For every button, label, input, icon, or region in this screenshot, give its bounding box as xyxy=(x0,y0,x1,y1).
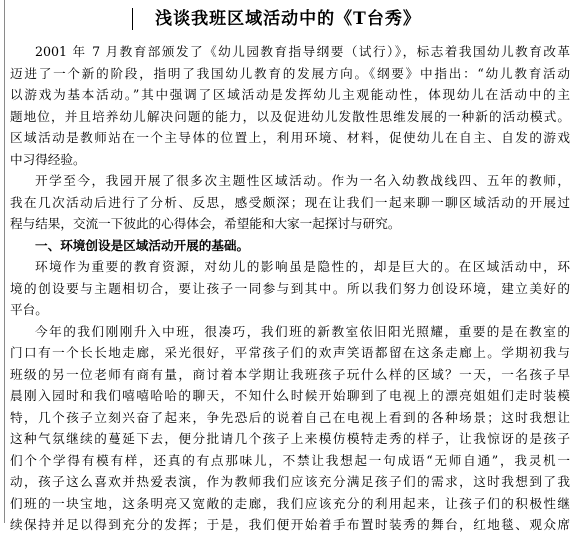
paragraph-line: 迈进了一个新的阶段，指明了我国幼儿教育的发展方向。《纲要》中指出：“幼儿教育活动 xyxy=(10,65,570,81)
paragraph-line: 班级的另一位老师有商有量，商讨着本学期让我班孩子玩什么样的区域？一天，一名孩子早 xyxy=(10,366,570,382)
paragraph-line: 门口有一个长长地走廊，采光很好，平常孩子们的欢声笑语都留在这条走廊上。学期初我与 xyxy=(10,345,570,360)
paragraph-line: 程与结果，交流一下彼此的心得体会，希望能和大家一起探讨与研究。 xyxy=(10,216,401,231)
document-title: 浅谈我班区域活动中的《T台秀》 xyxy=(155,9,421,29)
paragraph-line: 2001 年 7 月教育部颁发了《幼儿园教育指导纲要（试行）》，标志着我国幼儿教育改革 xyxy=(35,44,570,59)
paragraph-line: 这种气氛继续的蔓延下去，便分批请几个孩子上来模仿模特走秀的样子，让我惊讶的是孩子 xyxy=(10,431,570,446)
page-margin-rule xyxy=(4,0,5,523)
paragraph-line: 平台。 xyxy=(10,302,48,317)
paragraph-line: 中习得经验。 xyxy=(10,151,86,167)
paragraph-line: 以游戏为基本活动。”其中强调了区域活动是发挥幼儿主观能动性，体现幼儿在活动中的主 xyxy=(10,87,570,102)
document-body[interactable] xyxy=(10,41,570,536)
paragraph-line: 们个个学得有模有样，还真的有点那味儿，不禁让我想起一句成语“无师自通”，我灵机一 xyxy=(10,452,570,468)
paragraph-line: 续保持并足以得到充分的发挥；于是，我们便开始着手布置时装秀的舞台，红地毯、观众席 xyxy=(10,517,570,532)
paragraph-line: 今年的我们刚刚升入中班，很凑巧，我们班的新教室依旧阳光照耀，重要的是在教室的 xyxy=(35,323,570,339)
paragraph-line: 们班的一块宝地，这条明亮又宽敞的走廊，我们应该充分的利用起来，让孩子们的积极性继 xyxy=(10,495,570,511)
section-heading: 一、环境创设是区域活动开展的基础。 xyxy=(35,237,250,253)
paragraph-line: 环境作为重要的教育资源，对幼儿的影响虽是隐性的，却是巨大的。在区域活动中，环 xyxy=(35,259,570,274)
paragraph-line: 境的创设要与主题相切合，要让孩子一同参与到其中。所以我们努力创设环境，建立美好的 xyxy=(10,280,570,296)
paragraph-line: 我在几次活动后进行了分析、反思，感受颇深；现在让我们一起来聊一聊区域活动的开展过 xyxy=(10,194,570,210)
paragraph-line: 区域活动是教师站在一个主导体的位置上，利用环境、材料，促使幼儿在自主、自发的游戏 xyxy=(10,130,570,145)
paragraph-line: 晨刚入园时和我们嘻嘻哈哈的聊天，不知什么时候开始聊到了电视上的漂亮姐姐们走时装模 xyxy=(10,388,570,403)
paragraph-line: 特，几个孩子立刻兴奋了起来，争先恐后的说着自己在电视上看到的各种场景；这时我想让 xyxy=(10,409,570,425)
paragraph-line: 动，孩子这么喜欢并热爱表演，作为教师我们应该充分满足孩子们的需求，这时我想到了我 xyxy=(10,474,570,489)
paragraph-line: 开学至今，我园开展了很多次主题性区域活动。作为一名入幼教战线四、五年的教师， xyxy=(35,173,570,188)
paragraph-line: 题地位，并且培养幼儿解决问题的能力，以及促进幼儿发散性思维发展的一种新的活动模式。 xyxy=(10,108,570,124)
